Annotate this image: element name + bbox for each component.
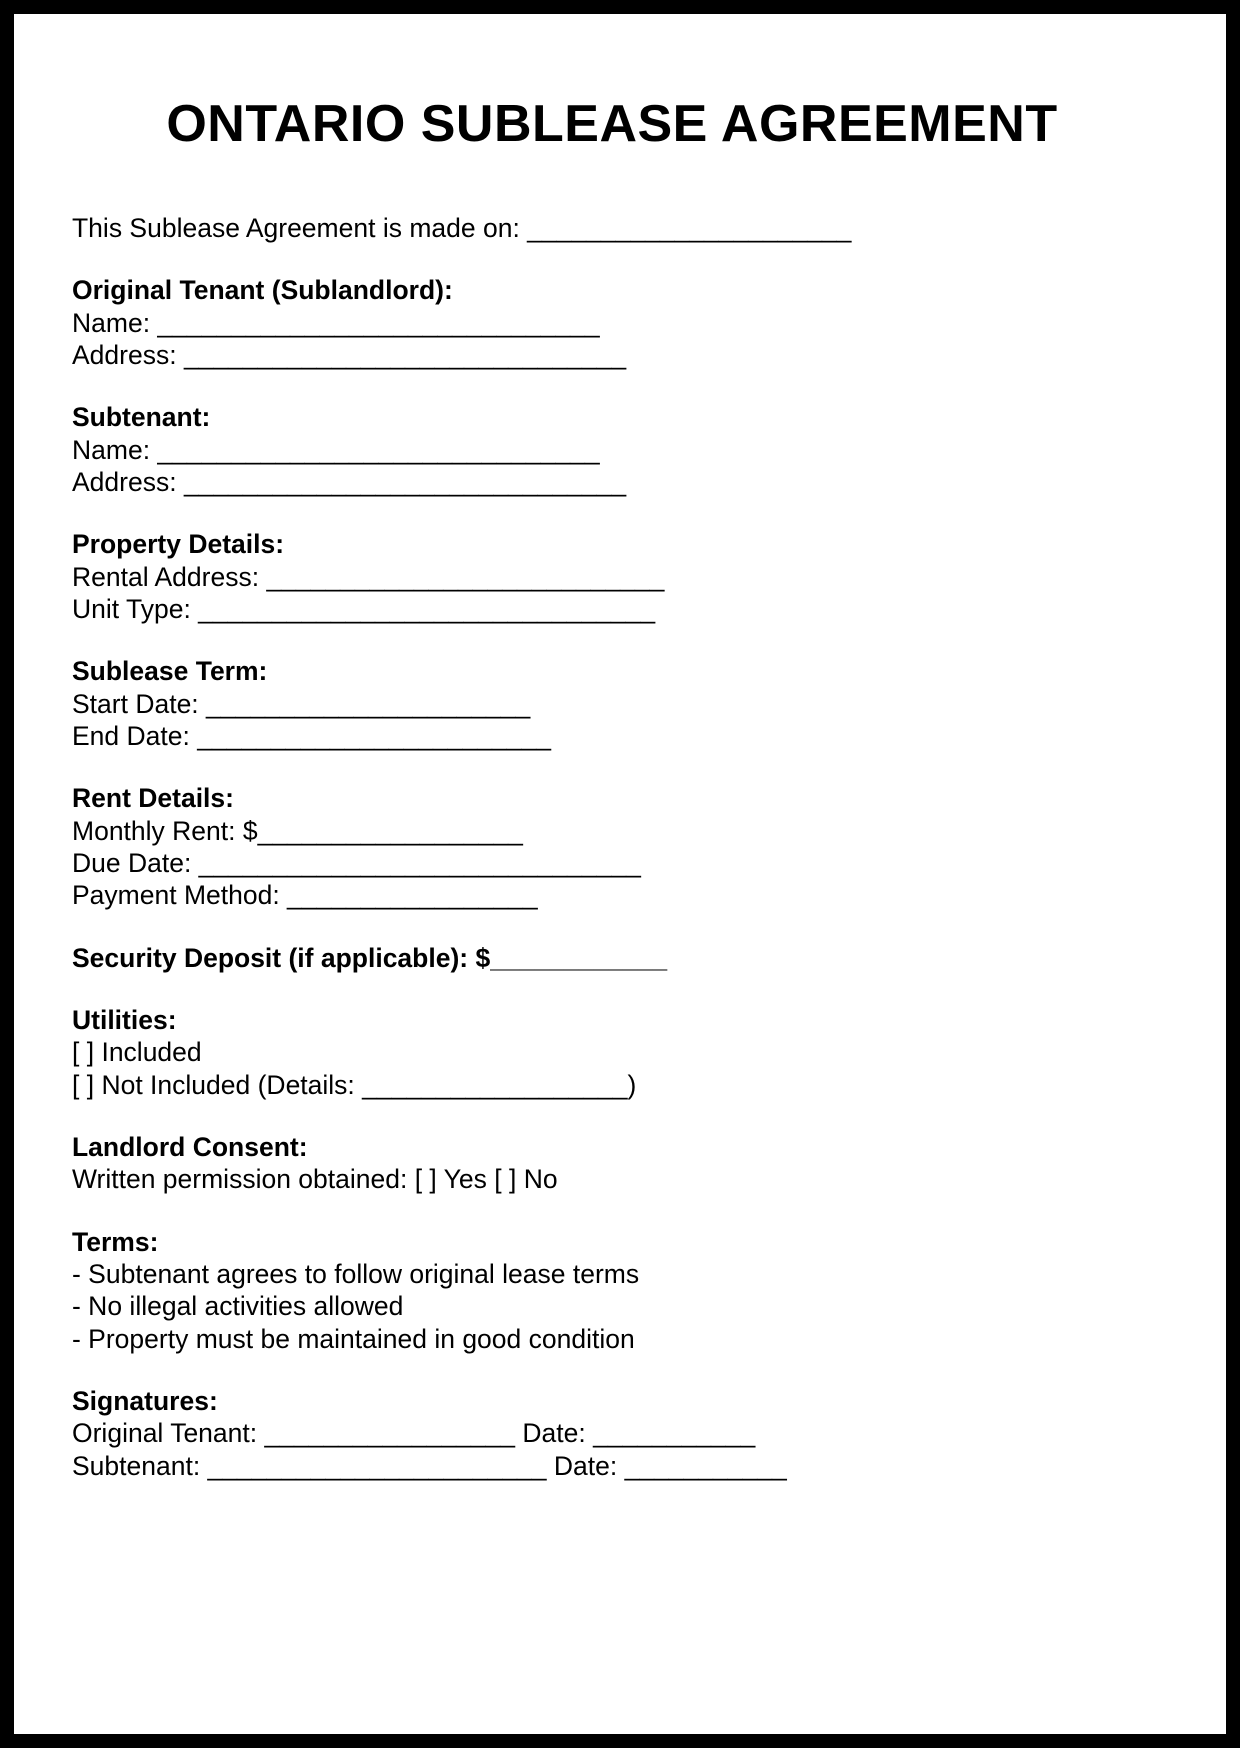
terms-item: - Subtenant agrees to follow original lease terms	[72, 1258, 640, 1289]
rental-address-field[interactable]: Rental Address: ___________________________	[72, 561, 665, 592]
monthly-rent-field[interactable]: Monthly Rent: $__________________	[72, 815, 523, 846]
payment-method-field[interactable]: Payment Method: _________________	[72, 880, 538, 911]
section-heading-property-details: Property Details:	[72, 529, 285, 560]
terms-item: - No illegal activities allowed	[72, 1291, 404, 1322]
original-tenant-signature-field[interactable]: Original Tenant: _________________ Date: ___________	[72, 1418, 756, 1449]
utilities-included-checkbox[interactable]: [ ] Included	[72, 1037, 202, 1068]
agreement-date-line: This Sublease Agreement is made on: ______________________	[72, 213, 852, 243]
document-body	[72, 94, 1162, 1482]
spacer	[72, 1101, 1162, 1131]
subtenant-name-field[interactable]: Name: ______________________________	[72, 434, 600, 465]
start-date-field[interactable]: Start Date: ______________________	[72, 688, 531, 719]
spacer	[72, 244, 1162, 274]
section-heading-rent-details: Rent Details:	[72, 783, 234, 814]
section-heading-signatures: Signatures:	[72, 1385, 218, 1416]
spacer	[72, 1196, 1162, 1226]
utilities-not-included-checkbox[interactable]: [ ] Not Included (Details: __________________)	[72, 1069, 637, 1100]
terms-item: - Property must be maintained in good condition	[72, 1323, 635, 1354]
section-heading-original-tenant: Original Tenant (Sublandlord):	[72, 275, 453, 306]
original-tenant-address-field[interactable]: Address: ______________________________	[72, 339, 627, 370]
spacer	[72, 974, 1162, 1004]
subtenant-signature-field[interactable]: Subtenant: _______________________ Date: ___________	[72, 1450, 787, 1481]
section-heading-landlord-consent: Landlord Consent:	[72, 1131, 308, 1162]
due-date-field[interactable]: Due Date: ______________________________	[72, 847, 641, 878]
spacer	[72, 1355, 1162, 1385]
document-page	[14, 14, 1226, 1734]
section-heading-terms: Terms:	[72, 1226, 159, 1257]
unit-type-field[interactable]: Unit Type: _______________________________	[72, 593, 656, 624]
spacer	[72, 498, 1162, 528]
spacer	[72, 912, 1162, 942]
page-title: ONTARIO SUBLEASE AGREEMENT	[166, 95, 1058, 153]
spacer	[72, 752, 1162, 782]
spacer	[72, 371, 1162, 401]
end-date-field[interactable]: End Date: ________________________	[72, 720, 551, 751]
original-tenant-name-field[interactable]: Name: ______________________________	[72, 307, 600, 338]
section-heading-utilities: Utilities:	[72, 1004, 177, 1035]
written-permission-checkboxes[interactable]: Written permission obtained: [ ] Yes [ ] No	[72, 1164, 558, 1195]
spacer	[72, 625, 1162, 655]
section-heading-sublease-term: Sublease Term:	[72, 656, 268, 687]
document-content	[72, 212, 1162, 1482]
security-deposit-field[interactable]: Security Deposit (if applicable): $____________	[72, 942, 668, 973]
subtenant-address-field[interactable]: Address: ______________________________	[72, 466, 627, 497]
section-heading-subtenant: Subtenant:	[72, 402, 211, 433]
